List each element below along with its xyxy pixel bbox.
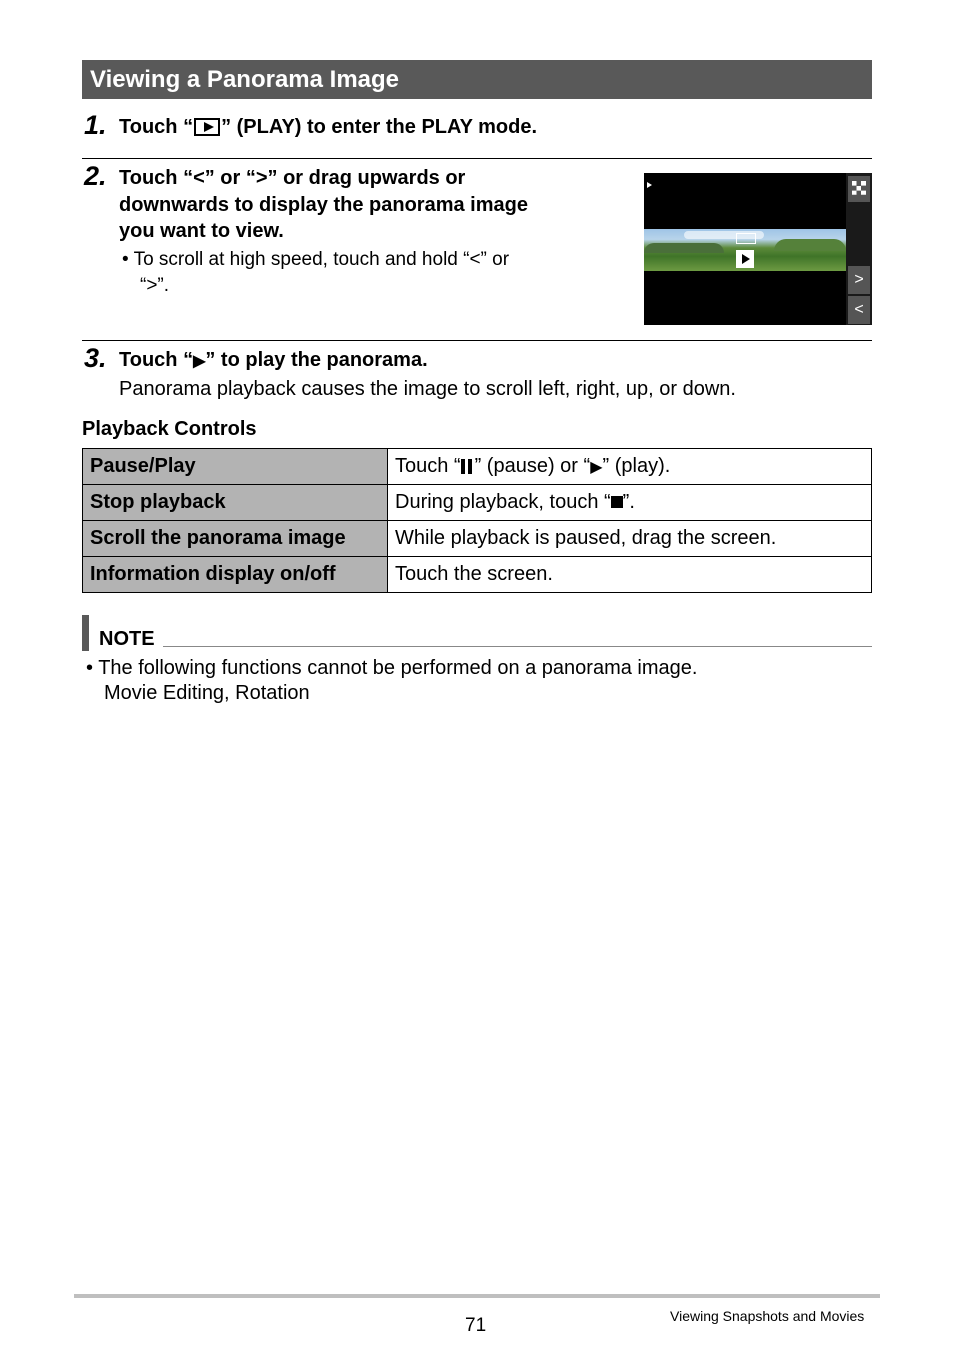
step-3-text bbox=[119, 347, 428, 375]
camera-screen-illustration bbox=[644, 173, 872, 325]
row-label: Information display on/off bbox=[83, 557, 388, 593]
play-triangle-icon: ▶ bbox=[590, 459, 603, 476]
desc-part: ”. bbox=[622, 491, 635, 513]
prev-button: < bbox=[848, 296, 870, 324]
page-number: 71 bbox=[465, 1315, 487, 1336]
table-row bbox=[83, 485, 872, 521]
step-2-line-3: you want to view. bbox=[119, 220, 284, 242]
row-description: While playback is paused, drag the screen. bbox=[388, 521, 872, 557]
row-label: Stop playback bbox=[83, 485, 388, 521]
stop-icon bbox=[611, 496, 623, 508]
grid-icon bbox=[852, 181, 866, 195]
note-marker bbox=[82, 615, 89, 651]
step-1-text bbox=[119, 114, 537, 141]
panorama-film-icon bbox=[736, 233, 756, 244]
desc-part: ” (pause) or “ bbox=[474, 455, 591, 477]
footer-divider bbox=[74, 1294, 880, 1298]
footer-title: Viewing Snapshots and Movies bbox=[670, 1308, 865, 1324]
pause-icon bbox=[461, 455, 475, 477]
desc-part: Touch “ bbox=[395, 455, 461, 477]
row-label: Scroll the panorama image bbox=[83, 521, 388, 557]
step-2-bullet-line-1: • To scroll at high speed, touch and hold “<” or bbox=[122, 249, 510, 270]
table-row bbox=[83, 557, 872, 593]
step-number-2: 2. bbox=[84, 161, 107, 191]
step-1-text-before: Touch “ bbox=[119, 116, 194, 138]
table-row bbox=[83, 449, 872, 485]
step-3-body: Panorama playback causes the image to scroll left, right, up, or down. bbox=[119, 378, 736, 400]
step-3-text-after: ” to play the panorama. bbox=[205, 349, 428, 371]
note-divider bbox=[163, 646, 872, 647]
play-triangle-icon: ▶ bbox=[193, 353, 206, 370]
play-indicator-icon bbox=[647, 182, 652, 188]
next-button: > bbox=[848, 266, 870, 294]
hill bbox=[774, 239, 846, 251]
hill bbox=[644, 243, 724, 253]
playback-controls-table bbox=[82, 448, 872, 593]
step-2-bullet-line-2: “>”. bbox=[140, 275, 170, 296]
play-button-icon bbox=[736, 250, 754, 268]
step-2-line-1: Touch “<” or “>” or drag upwards or bbox=[119, 167, 466, 189]
row-description: Touch the screen. bbox=[388, 557, 872, 593]
row-description bbox=[388, 449, 872, 485]
divider bbox=[82, 340, 872, 341]
step-number-1: 1. bbox=[84, 110, 107, 140]
step-1-text-after: ” (PLAY) to enter the PLAY mode. bbox=[221, 116, 538, 138]
note-label: NOTE bbox=[99, 628, 155, 650]
note-bullet-line-1: • The following functions cannot be performed on a panorama image. bbox=[86, 657, 698, 679]
desc-part: ” (play). bbox=[602, 455, 671, 477]
row-label: Pause/Play bbox=[83, 449, 388, 485]
note-bullet-line-2: Movie Editing, Rotation bbox=[104, 682, 310, 704]
divider bbox=[82, 158, 872, 159]
row-description bbox=[388, 485, 872, 521]
step-2-line-2: downwards to display the panorama image bbox=[119, 194, 528, 216]
playback-controls-heading: Playback Controls bbox=[82, 418, 257, 440]
step-number-3: 3. bbox=[84, 343, 107, 373]
desc-part: During playback, touch “ bbox=[395, 491, 611, 513]
step-3-text-before: Touch “ bbox=[119, 349, 194, 371]
play-mode-icon bbox=[194, 118, 220, 136]
section-title: Viewing a Panorama Image bbox=[82, 60, 872, 99]
table-row bbox=[83, 521, 872, 557]
